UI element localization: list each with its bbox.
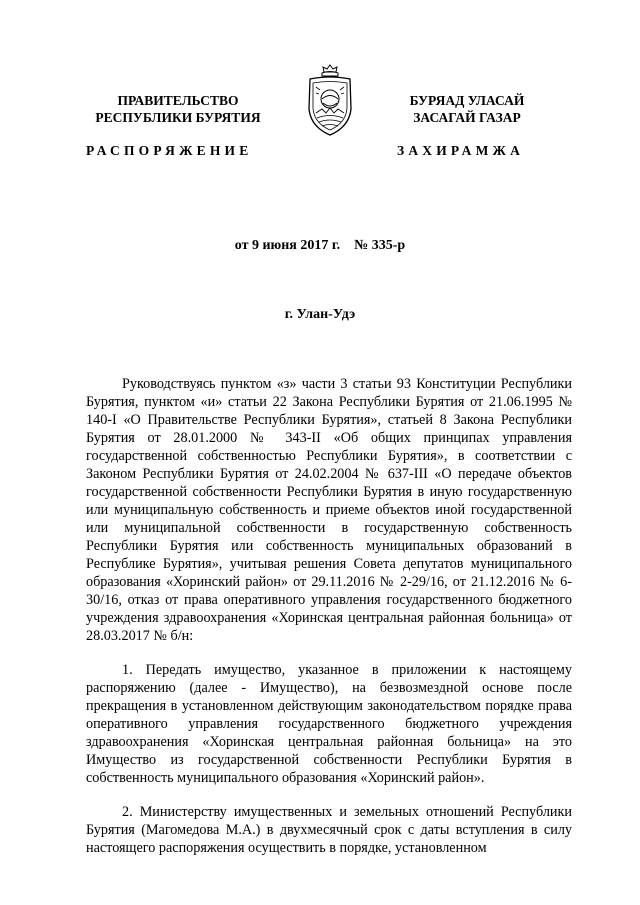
preamble-paragraph: Руководствуясь пунктом «з» части 3 статьи 93 Конституции Республики Бурятия, пунктом «и» статьи 22 Закона Республики Бурятия от 21.06.1995 № 140-I «О Правительстве Республики Бурятия», статьей 8 Закона Республики Бурятия от 28.01.2000 № 343-II «Об общих принципах управления государственной собственностью Республики Бурятия», в соответствии с Законом Республики Бурятия от 24.02.2004 № 637-III «О передаче объектов государственной собственности Республики Бурятия в иную государственную или муниципальную собственность и приеме объектов иной государственной или муниципальной собственности в государственную собственность Республики Бурятия или собственность муниципальных образований в Республике Бурятия», учитывая решения Совета депутатов муниципального образования «Хоринский район» от 29.11.2016 № 2-29/16, от 21.12.2016 № 6-30/16, отказ от права оперативного управления государственного бюджетного учреждения здравоохранения «Хоринская центральная районная больница» от 28.03.2017 № б/н: [86,376,572,644]
document-city: г. Улан-Удэ [284,307,356,322]
government-name-ru-line1: ПРАВИТЕЛЬСТВО [117,93,239,108]
government-name-bur [372,92,562,126]
clause-1-paragraph: 1. Передать имущество, указанное в приложении к настоящему распоряжению (далее - Имущество), на безвозмездной основе после прекращения в установленном действующим законодательством порядке права оперативного управления государственного бюджетного учреждения здравоохранения «Хоринская центральная районная больница» на это Имущество из государственной собственности Республики Бурятия в собственность муниципального образования «Хоринский район». [86,662,572,786]
government-name-ru-line2: РЕСПУБЛИКИ БУРЯТИЯ [95,110,261,125]
document-type-ru: РАСПОРЯЖЕНИЕ [86,143,253,158]
clause-2-paragraph: 2. Министерству имущественных и земельных отношений Республики Бурятия (Магомедова М.А.) в двухмесячный срок с даты вступления в силу настоящего распоряжения осуществить в порядке, установленном [86,804,572,856]
document-date-line [0,238,640,254]
document-body [86,375,572,857]
government-name-bur-line2: ЗАСАГАЙ ГАЗАР [413,110,521,125]
document-number: № 335-р [354,238,406,253]
coat-of-arms-icon [302,63,358,141]
government-name-bur-line1: БУРЯАД УЛАСАЙ [409,93,525,108]
document-type-bur: ЗАХИРАМЖА [397,143,525,158]
document-date: от 9 июня 2017 г. [234,238,341,253]
government-name-ru [78,92,278,126]
